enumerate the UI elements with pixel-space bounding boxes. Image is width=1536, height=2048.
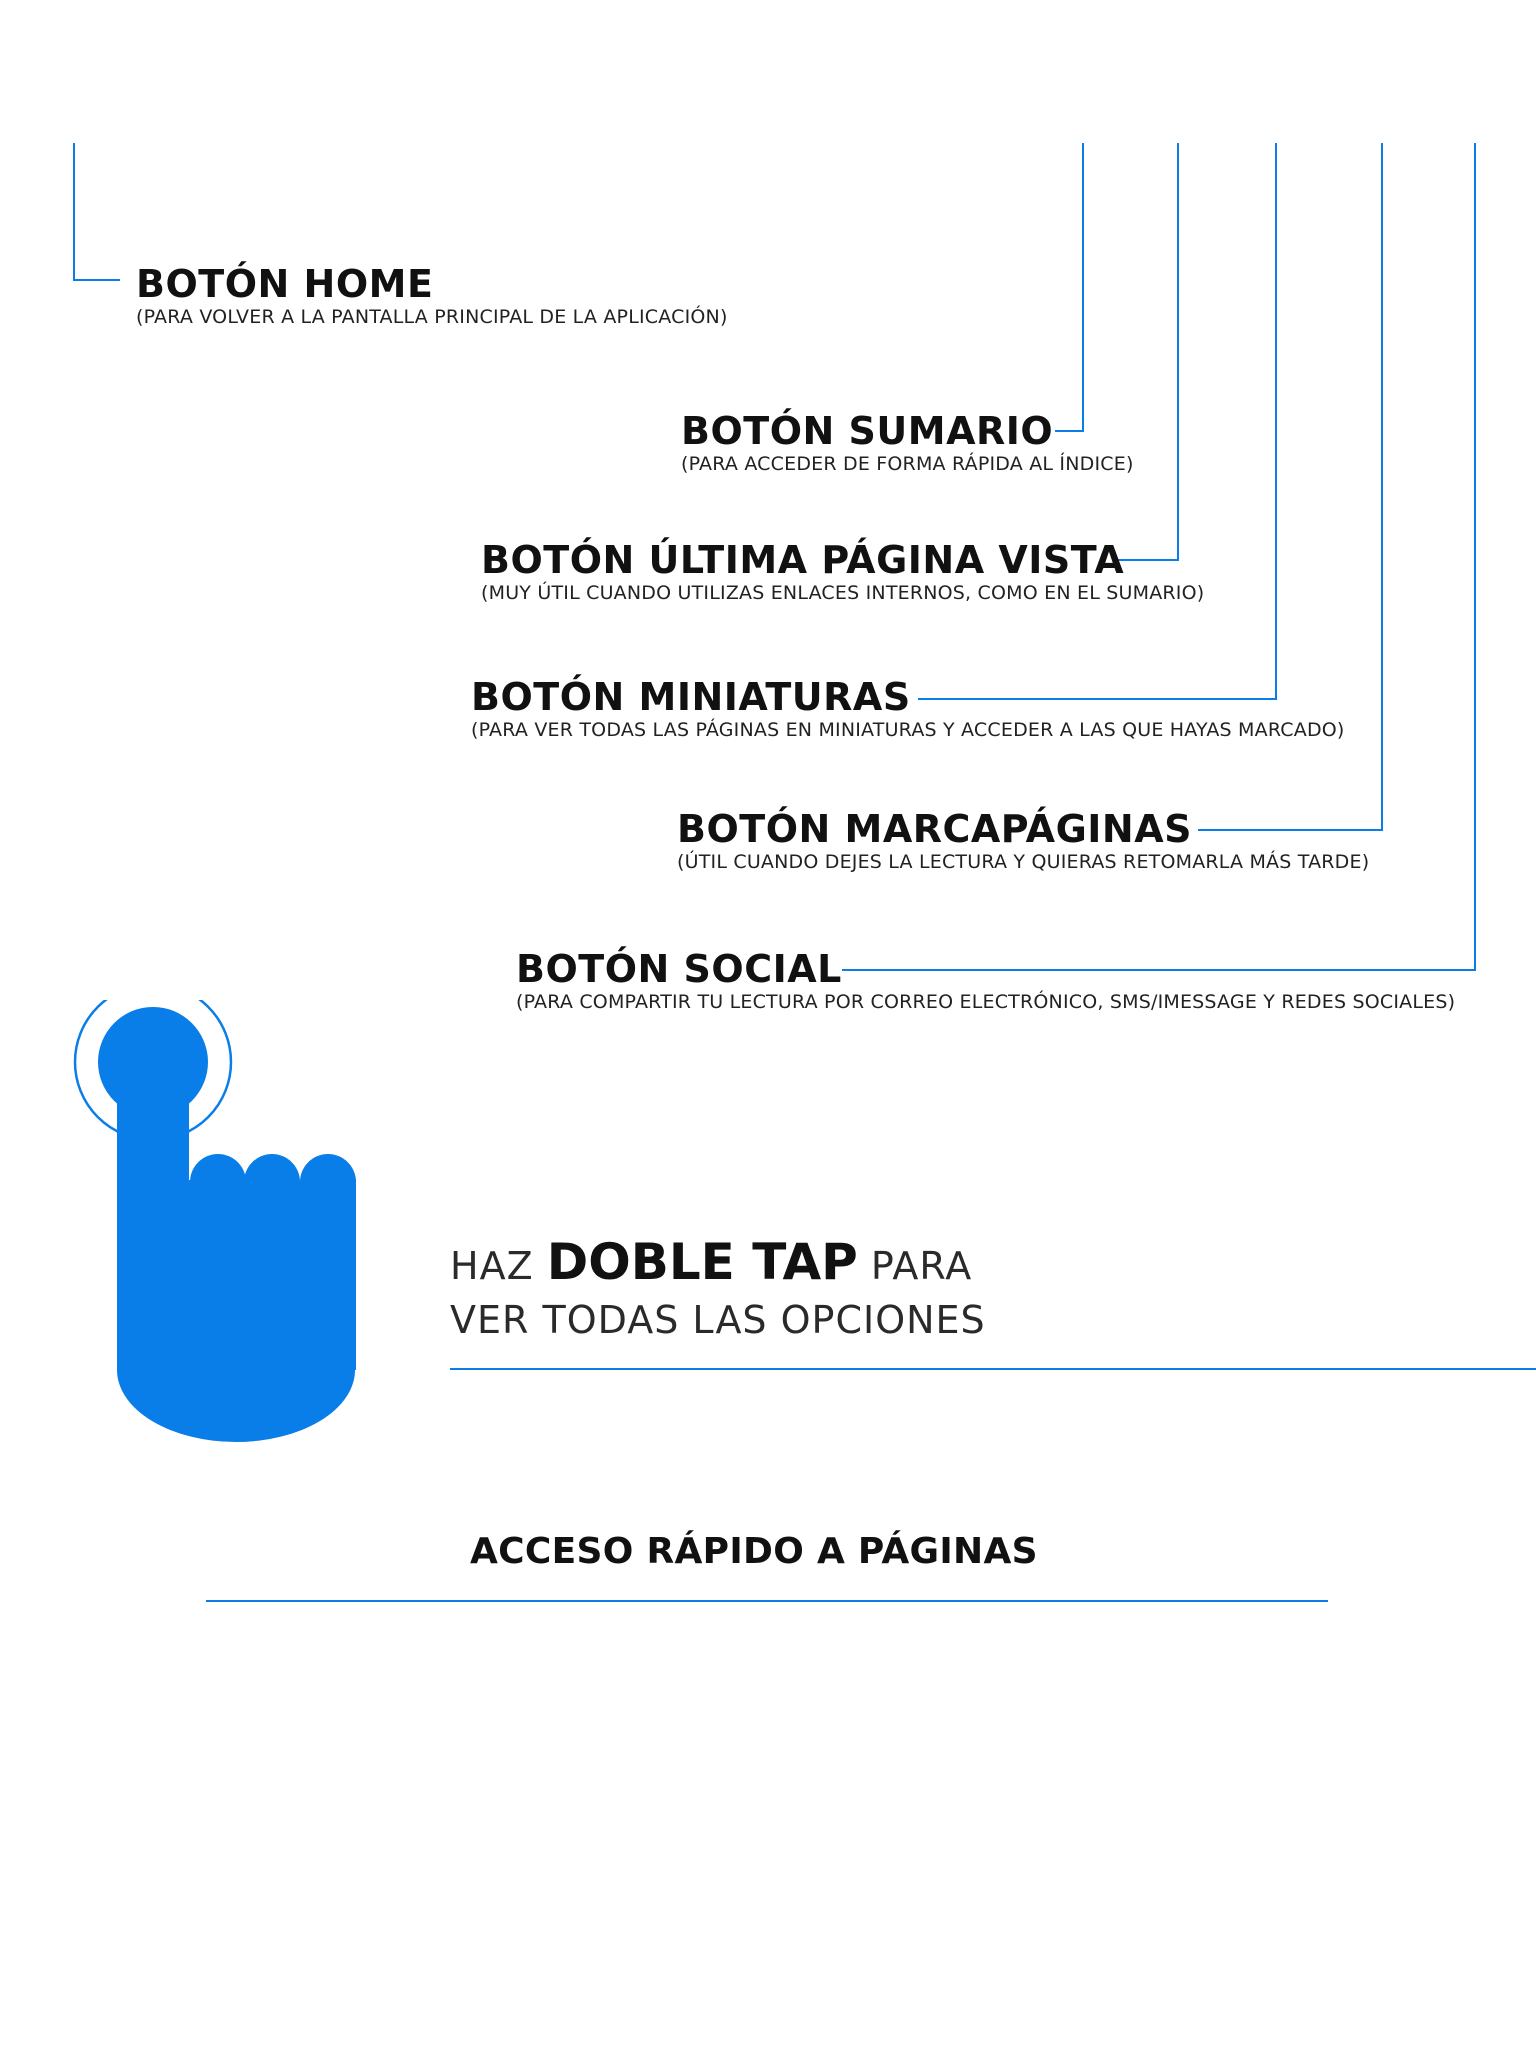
button-miniaturas-desc: (PARA VER TODAS LAS PÁGINAS EN MINIATURAS Y ACCEDER A LAS QUE HAYAS MARCADO) [471,719,1345,741]
quick-access-title: ACCESO RÁPIDO A PÁGINAS [470,1531,1038,1572]
double-tap-suffix: PARA [870,1244,973,1288]
button-miniaturas-callout [471,675,1345,741]
button-marcapaginas-title: BOTÓN MARCAPÁGINAS [677,807,1192,851]
double-tap-prefix: HAZ [450,1244,534,1288]
button-sumario-title: BOTÓN SUMARIO [681,409,1054,453]
button-social-callout [516,947,1455,1013]
button-ultima-pagina-title: BOTÓN ÚLTIMA PÁGINA VISTA [481,538,1125,582]
button-home-callout [136,262,728,328]
double-tap-line-1 [450,1235,986,1293]
button-marcapaginas-callout [677,807,1369,873]
button-marcapaginas-desc: (ÚTIL CUANDO DEJES LA LECTURA Y QUIERAS RETOMARLA MÁS TARDE) [677,851,1370,873]
button-ultima-pagina-desc: (MUY ÚTIL CUANDO UTILIZAS ENLACES INTERNOS, COMO EN EL SUMARIO) [481,582,1205,604]
button-miniaturas-title: BOTÓN MINIATURAS [471,675,911,719]
button-social-desc: (PARA COMPARTIR TU LECTURA POR CORREO ELECTRÓNICO, SMS/IMESSAGE Y REDES SOCIALES) [516,991,1456,1013]
button-home-desc: (PARA VOLVER A LA PANTALLA PRINCIPAL DE LA APLICACIÓN) [136,306,728,328]
button-social-title: BOTÓN SOCIAL [516,947,842,991]
double-tap-line-2: VER TODAS LAS OPCIONES [450,1298,986,1342]
button-sumario-callout [681,409,1134,475]
button-home-title: BOTÓN HOME [136,262,434,306]
button-sumario-desc: (PARA ACCEDER DE FORMA RÁPIDA AL ÍNDICE) [681,453,1134,475]
double-tap-emphasis: DOBLE TAP [546,1233,858,1291]
double-tap-instruction [450,1235,986,1347]
tap-hand-icon [70,1000,370,1450]
connector-sumario [1055,143,1083,431]
connector-ultima [1118,143,1178,560]
connector-home [74,143,120,280]
button-ultima-pagina-callout [481,538,1204,604]
